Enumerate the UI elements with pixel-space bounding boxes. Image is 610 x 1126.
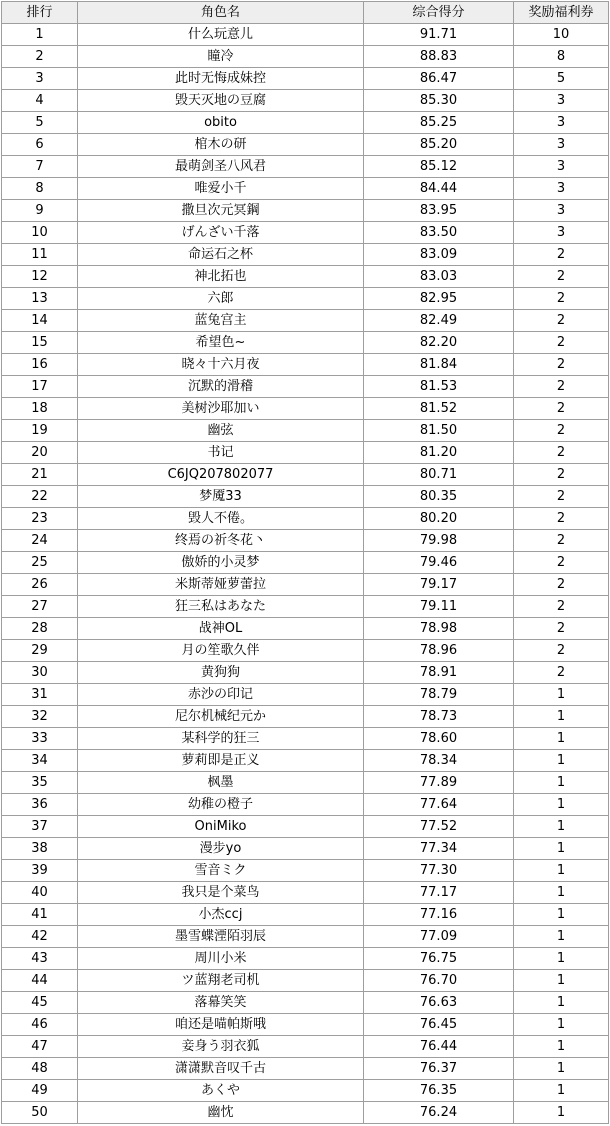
header-rank: 排行 (2, 2, 78, 24)
reward-cell: 3 (514, 178, 609, 200)
character-name-cell: 最萌剑圣八风君 (78, 156, 364, 178)
reward-cell: 3 (514, 156, 609, 178)
score-cell: 83.95 (364, 200, 514, 222)
character-name-cell: 某科学的狂三 (78, 728, 364, 750)
table-row (2, 420, 609, 442)
character-name-cell: 萝莉即是正义 (78, 750, 364, 772)
score-cell: 76.70 (364, 970, 514, 992)
character-name-cell: 墨雪蝶湮陌羽辰 (78, 926, 364, 948)
rank-cell: 22 (2, 486, 78, 508)
score-cell: 78.34 (364, 750, 514, 772)
table-row (2, 24, 609, 46)
character-name-cell: 幽弦 (78, 420, 364, 442)
rank-cell: 45 (2, 992, 78, 1014)
character-name-cell: 幼稚の橙子 (78, 794, 364, 816)
reward-cell: 3 (514, 134, 609, 156)
reward-cell: 5 (514, 68, 609, 90)
header-reward-coupons: 奖励福利券 (514, 2, 609, 24)
score-cell: 82.20 (364, 332, 514, 354)
reward-cell: 2 (514, 354, 609, 376)
reward-cell: 2 (514, 442, 609, 464)
table-row (2, 222, 609, 244)
score-cell: 85.12 (364, 156, 514, 178)
reward-cell: 2 (514, 530, 609, 552)
rank-cell: 32 (2, 706, 78, 728)
reward-cell: 10 (514, 24, 609, 46)
character-name-cell: 撒旦次元冥鋼 (78, 200, 364, 222)
reward-cell: 2 (514, 376, 609, 398)
table-row (2, 728, 609, 750)
score-cell: 83.50 (364, 222, 514, 244)
reward-cell: 3 (514, 200, 609, 222)
score-cell: 76.63 (364, 992, 514, 1014)
table-row (2, 266, 609, 288)
reward-cell: 2 (514, 244, 609, 266)
character-name-cell: 雪音ミク (78, 860, 364, 882)
reward-cell: 1 (514, 816, 609, 838)
rank-cell: 27 (2, 596, 78, 618)
score-cell: 84.44 (364, 178, 514, 200)
table-row (2, 398, 609, 420)
score-cell: 76.24 (364, 1102, 514, 1124)
reward-cell: 2 (514, 486, 609, 508)
rank-cell: 6 (2, 134, 78, 156)
reward-cell: 1 (514, 1058, 609, 1080)
score-cell: 78.98 (364, 618, 514, 640)
table-row (2, 706, 609, 728)
score-cell: 83.03 (364, 266, 514, 288)
table-row (2, 376, 609, 398)
reward-cell: 1 (514, 750, 609, 772)
score-cell: 76.37 (364, 1058, 514, 1080)
score-cell: 78.60 (364, 728, 514, 750)
rank-cell: 7 (2, 156, 78, 178)
character-name-cell: あくや (78, 1080, 364, 1102)
rank-cell: 41 (2, 904, 78, 926)
rank-cell: 28 (2, 618, 78, 640)
score-cell: 81.84 (364, 354, 514, 376)
character-name-cell: 毁人不倦。 (78, 508, 364, 530)
rank-cell: 1 (2, 24, 78, 46)
reward-cell: 1 (514, 1102, 609, 1124)
header-row (2, 2, 609, 24)
reward-cell: 1 (514, 1080, 609, 1102)
rank-cell: 26 (2, 574, 78, 596)
reward-cell: 2 (514, 266, 609, 288)
rank-cell: 20 (2, 442, 78, 464)
rank-cell: 34 (2, 750, 78, 772)
character-name-cell: 瞳冷 (78, 46, 364, 68)
table-row (2, 244, 609, 266)
character-name-cell: 战神OL (78, 618, 364, 640)
table-row (2, 1080, 609, 1102)
reward-cell: 2 (514, 618, 609, 640)
table-row (2, 530, 609, 552)
rank-cell: 19 (2, 420, 78, 442)
table-row (2, 68, 609, 90)
rank-cell: 42 (2, 926, 78, 948)
character-name-cell: 漫步yo (78, 838, 364, 860)
score-cell: 76.45 (364, 1014, 514, 1036)
rank-cell: 24 (2, 530, 78, 552)
character-name-cell: 枫墨 (78, 772, 364, 794)
character-name-cell: 赤沙の印记 (78, 684, 364, 706)
rank-cell: 21 (2, 464, 78, 486)
reward-cell: 1 (514, 794, 609, 816)
rank-cell: 40 (2, 882, 78, 904)
rank-cell: 43 (2, 948, 78, 970)
rank-cell: 46 (2, 1014, 78, 1036)
score-cell: 77.09 (364, 926, 514, 948)
rank-cell: 49 (2, 1080, 78, 1102)
character-name-cell: 毁天灭地の豆腐 (78, 90, 364, 112)
character-name-cell: 梦魇33 (78, 486, 364, 508)
rank-cell: 23 (2, 508, 78, 530)
table-row (2, 904, 609, 926)
rank-cell: 37 (2, 816, 78, 838)
table-row (2, 684, 609, 706)
score-cell: 79.11 (364, 596, 514, 618)
table-row (2, 970, 609, 992)
score-cell: 76.35 (364, 1080, 514, 1102)
rank-cell: 15 (2, 332, 78, 354)
score-cell: 77.30 (364, 860, 514, 882)
character-name-cell: 妾身う羽衣狐 (78, 1036, 364, 1058)
character-name-cell: 唯爱小千 (78, 178, 364, 200)
rank-cell: 5 (2, 112, 78, 134)
table-row (2, 618, 609, 640)
score-cell: 78.91 (364, 662, 514, 684)
reward-cell: 2 (514, 420, 609, 442)
character-name-cell: げんざい千落 (78, 222, 364, 244)
table-row (2, 310, 609, 332)
reward-cell: 1 (514, 948, 609, 970)
score-cell: 88.83 (364, 46, 514, 68)
score-cell: 85.20 (364, 134, 514, 156)
rank-cell: 11 (2, 244, 78, 266)
rank-cell: 14 (2, 310, 78, 332)
character-name-cell: 书记 (78, 442, 364, 464)
table-row (2, 552, 609, 574)
rank-cell: 30 (2, 662, 78, 684)
table-row (2, 596, 609, 618)
character-name-cell: C6JQ207802077 (78, 464, 364, 486)
score-cell: 81.53 (364, 376, 514, 398)
rank-cell: 48 (2, 1058, 78, 1080)
rank-cell: 13 (2, 288, 78, 310)
reward-cell: 2 (514, 596, 609, 618)
reward-cell: 1 (514, 728, 609, 750)
reward-cell: 1 (514, 926, 609, 948)
score-cell: 77.64 (364, 794, 514, 816)
table-row (2, 112, 609, 134)
rank-cell: 50 (2, 1102, 78, 1124)
character-name-cell: 终焉の祈冬花丶 (78, 530, 364, 552)
reward-cell: 1 (514, 882, 609, 904)
reward-cell: 2 (514, 464, 609, 486)
character-name-cell: 潇潇默音叹千古 (78, 1058, 364, 1080)
reward-cell: 1 (514, 992, 609, 1014)
character-name-cell: 棺木の研 (78, 134, 364, 156)
score-cell: 85.25 (364, 112, 514, 134)
character-name-cell: 幽忱 (78, 1102, 364, 1124)
rank-cell: 12 (2, 266, 78, 288)
score-cell: 78.96 (364, 640, 514, 662)
character-name-cell: 黄狗狗 (78, 662, 364, 684)
score-cell: 78.79 (364, 684, 514, 706)
character-name-cell: 美树沙耶加い (78, 398, 364, 420)
score-cell: 80.71 (364, 464, 514, 486)
rank-cell: 47 (2, 1036, 78, 1058)
score-cell: 76.75 (364, 948, 514, 970)
table-row (2, 200, 609, 222)
character-name-cell: 神北拓也 (78, 266, 364, 288)
score-cell: 82.95 (364, 288, 514, 310)
score-cell: 79.98 (364, 530, 514, 552)
character-name-cell: 米斯蒂娅萝蕾拉 (78, 574, 364, 596)
header-character-name: 角色名 (78, 2, 364, 24)
character-name-cell: 尼尔机械纪元か (78, 706, 364, 728)
character-name-cell: ツ蓝翔老司机 (78, 970, 364, 992)
reward-cell: 1 (514, 772, 609, 794)
table-row (2, 288, 609, 310)
character-name-cell: 小杰ccj (78, 904, 364, 926)
table-row (2, 156, 609, 178)
score-cell: 80.20 (364, 508, 514, 530)
table-row (2, 354, 609, 376)
score-cell: 77.17 (364, 882, 514, 904)
character-name-cell: 命运石之杯 (78, 244, 364, 266)
rank-cell: 2 (2, 46, 78, 68)
table-row (2, 574, 609, 596)
character-name-cell: 希望色~ (78, 332, 364, 354)
reward-cell: 1 (514, 904, 609, 926)
table-row (2, 882, 609, 904)
score-cell: 82.49 (364, 310, 514, 332)
table-row (2, 992, 609, 1014)
table-row (2, 948, 609, 970)
score-cell: 77.16 (364, 904, 514, 926)
reward-cell: 2 (514, 288, 609, 310)
rank-cell: 4 (2, 90, 78, 112)
table-row (2, 794, 609, 816)
table-row (2, 332, 609, 354)
rank-cell: 44 (2, 970, 78, 992)
character-name-cell: 落幕笑笑 (78, 992, 364, 1014)
reward-cell: 2 (514, 574, 609, 596)
rank-cell: 35 (2, 772, 78, 794)
reward-cell: 2 (514, 398, 609, 420)
table-row (2, 46, 609, 68)
table-row (2, 486, 609, 508)
table-row (2, 860, 609, 882)
reward-cell: 3 (514, 222, 609, 244)
table-row (2, 178, 609, 200)
table-row (2, 464, 609, 486)
rank-cell: 9 (2, 200, 78, 222)
rank-cell: 29 (2, 640, 78, 662)
reward-cell: 1 (514, 860, 609, 882)
table-row (2, 1014, 609, 1036)
score-cell: 77.34 (364, 838, 514, 860)
rank-cell: 25 (2, 552, 78, 574)
reward-cell: 2 (514, 552, 609, 574)
character-name-cell: 六郎 (78, 288, 364, 310)
score-cell: 86.47 (364, 68, 514, 90)
rank-cell: 31 (2, 684, 78, 706)
score-cell: 77.89 (364, 772, 514, 794)
reward-cell: 2 (514, 640, 609, 662)
character-name-cell: 傲娇的小灵梦 (78, 552, 364, 574)
reward-cell: 2 (514, 662, 609, 684)
rank-cell: 18 (2, 398, 78, 420)
reward-cell: 3 (514, 112, 609, 134)
reward-cell: 8 (514, 46, 609, 68)
ranking-table-body (2, 24, 609, 1124)
character-name-cell: 蓝兔宫主 (78, 310, 364, 332)
reward-cell: 1 (514, 706, 609, 728)
table-row (2, 750, 609, 772)
rank-cell: 10 (2, 222, 78, 244)
rank-cell: 39 (2, 860, 78, 882)
score-cell: 79.17 (364, 574, 514, 596)
score-cell: 85.30 (364, 90, 514, 112)
table-row (2, 90, 609, 112)
ranking-table (1, 1, 609, 1124)
reward-cell: 1 (514, 684, 609, 706)
character-name-cell: 我只是个菜鸟 (78, 882, 364, 904)
score-cell: 77.52 (364, 816, 514, 838)
rank-cell: 38 (2, 838, 78, 860)
reward-cell: 1 (514, 838, 609, 860)
table-row (2, 1036, 609, 1058)
table-row (2, 772, 609, 794)
character-name-cell: 什么玩意儿 (78, 24, 364, 46)
table-row (2, 1102, 609, 1124)
table-row (2, 816, 609, 838)
reward-cell: 3 (514, 90, 609, 112)
reward-cell: 2 (514, 508, 609, 530)
table-row (2, 662, 609, 684)
score-cell: 78.73 (364, 706, 514, 728)
reward-cell: 1 (514, 1036, 609, 1058)
reward-cell: 2 (514, 310, 609, 332)
score-cell: 76.44 (364, 1036, 514, 1058)
character-name-cell: 周川小米 (78, 948, 364, 970)
reward-cell: 1 (514, 1014, 609, 1036)
table-row (2, 926, 609, 948)
character-name-cell: obito (78, 112, 364, 134)
reward-cell: 2 (514, 332, 609, 354)
header-overall-score: 综合得分 (364, 2, 514, 24)
score-cell: 80.35 (364, 486, 514, 508)
score-cell: 83.09 (364, 244, 514, 266)
rank-cell: 16 (2, 354, 78, 376)
character-name-cell: 咱还是喵帕斯哦 (78, 1014, 364, 1036)
score-cell: 91.71 (364, 24, 514, 46)
rank-cell: 3 (2, 68, 78, 90)
table-row (2, 838, 609, 860)
reward-cell: 1 (514, 970, 609, 992)
character-name-cell: 沉默的滑稽 (78, 376, 364, 398)
score-cell: 81.50 (364, 420, 514, 442)
score-cell: 79.46 (364, 552, 514, 574)
character-name-cell: 此时无悔成妹控 (78, 68, 364, 90)
character-name-cell: 月の笙歌久伴 (78, 640, 364, 662)
character-name-cell: 晓々十六月夜 (78, 354, 364, 376)
rank-cell: 8 (2, 178, 78, 200)
character-name-cell: OniMiko (78, 816, 364, 838)
table-row (2, 442, 609, 464)
character-name-cell: 狂三私はあなた (78, 596, 364, 618)
table-row (2, 134, 609, 156)
rank-cell: 17 (2, 376, 78, 398)
score-cell: 81.52 (364, 398, 514, 420)
table-row (2, 508, 609, 530)
table-row (2, 1058, 609, 1080)
rank-cell: 33 (2, 728, 78, 750)
score-cell: 81.20 (364, 442, 514, 464)
table-row (2, 640, 609, 662)
rank-cell: 36 (2, 794, 78, 816)
